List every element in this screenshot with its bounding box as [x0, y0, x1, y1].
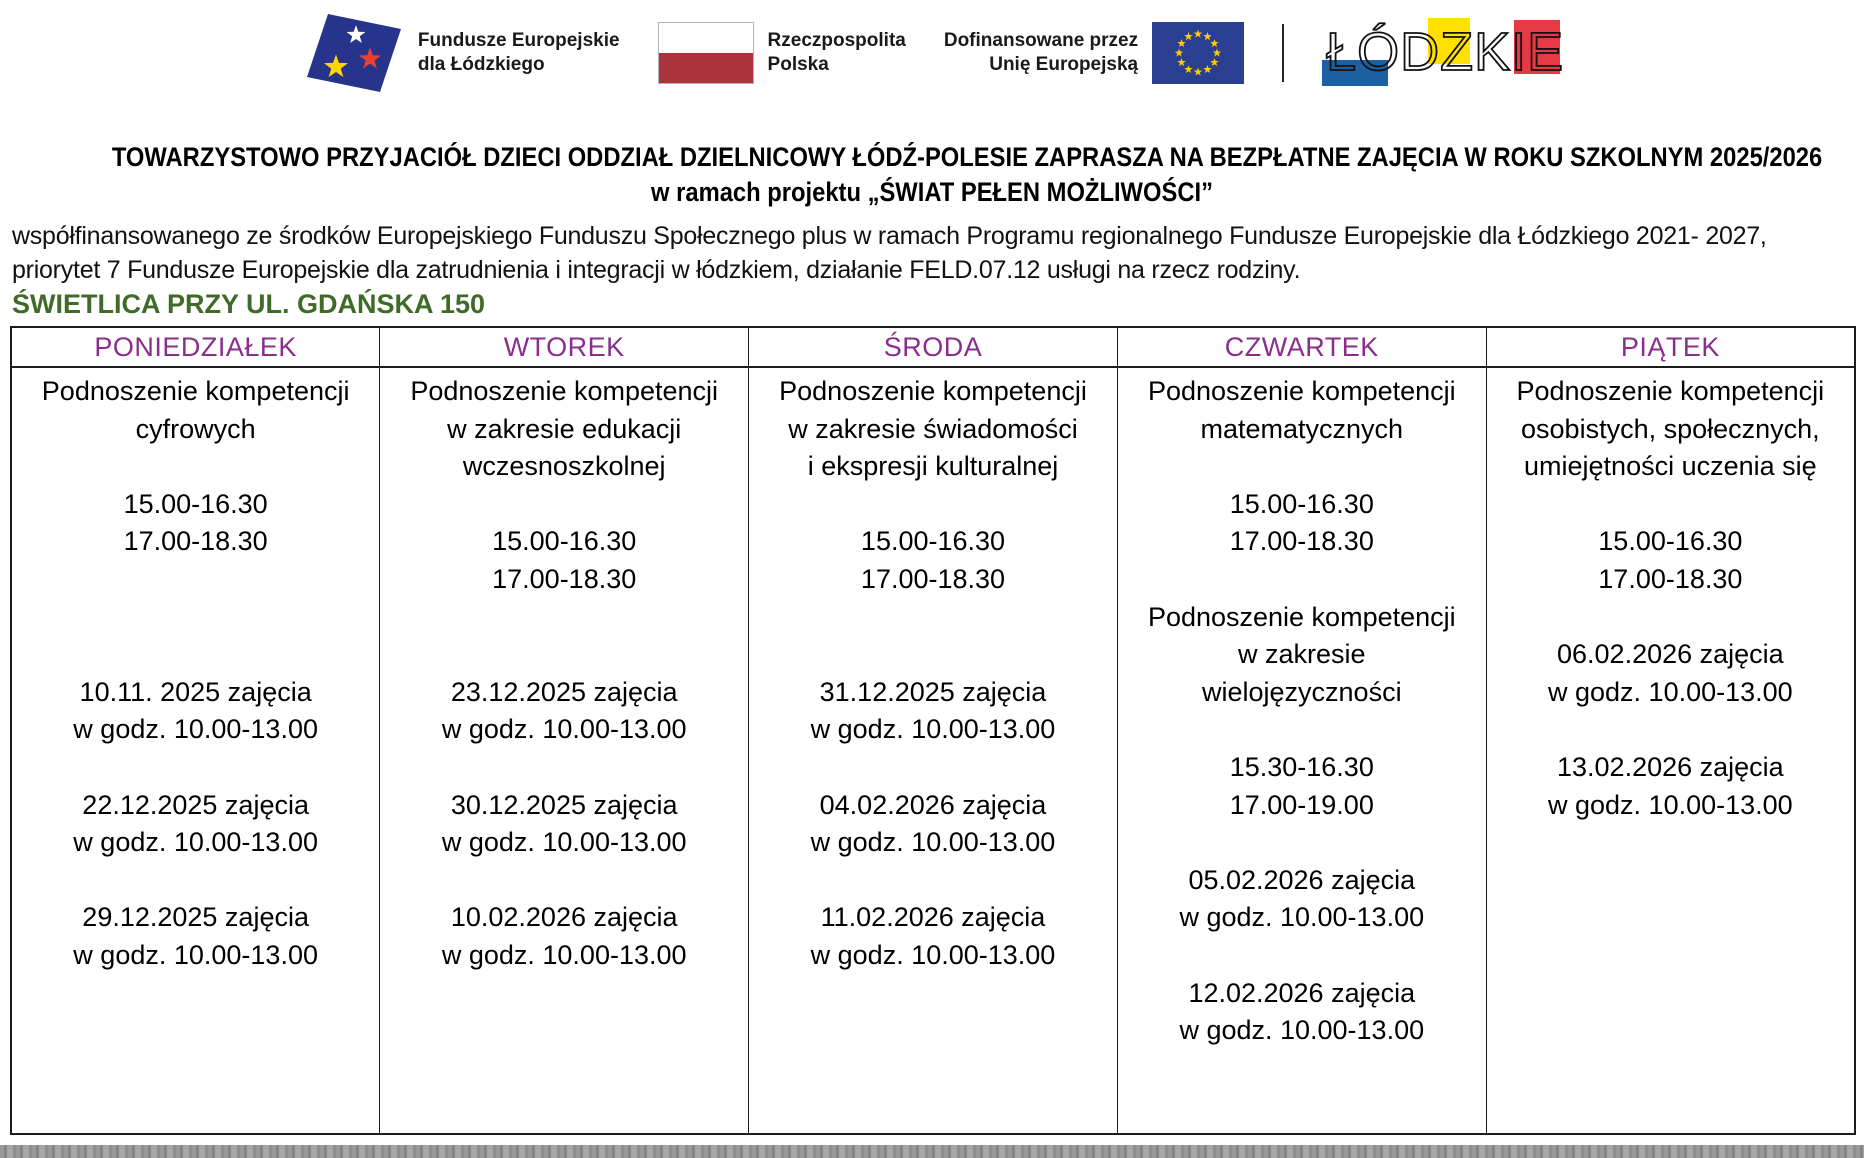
- logo-dofinansowane-ue: [944, 22, 1244, 84]
- schedule-line: [753, 599, 1113, 637]
- schedule-cell-tuesday: [380, 367, 749, 1134]
- lodzkie-wordmark: ŁÓDZKIE: [1326, 21, 1565, 82]
- schedule-line: w godz. 10.00-13.00: [73, 939, 318, 970]
- schedule-line: matematycznych: [1200, 413, 1404, 444]
- schedule-line: [753, 862, 1113, 900]
- day-header-friday: PIĄTEK: [1486, 327, 1855, 367]
- logo-pl-line2: Polska: [767, 54, 829, 75]
- schedule-line: 10.11. 2025 zajęcia: [79, 676, 312, 707]
- schedule-line: Podnoszenie kompetencji: [410, 376, 719, 406]
- logo-eu-line2: Unię Europejską: [989, 54, 1139, 75]
- schedule-line: 15.00-16.30: [123, 488, 268, 519]
- schedule-line: 23.12.2025 zajęcia: [450, 676, 678, 707]
- schedule-line: Podnoszenie kompetencji: [41, 376, 350, 406]
- poland-flag-icon: [658, 22, 754, 84]
- schedule-line: [16, 561, 375, 599]
- schedule-cell-monday: [11, 367, 380, 1134]
- logo-pl-line1: Rzeczpospolita: [767, 30, 906, 51]
- day-header-wednesday: ŚRODA: [749, 327, 1118, 367]
- schedule-line: Podnoszenie kompetencji: [1516, 376, 1825, 406]
- schedule-line: 17.00-19.00: [1229, 789, 1374, 820]
- schedule-line: [16, 636, 375, 674]
- schedule-line: cyfrowych: [135, 413, 256, 444]
- schedule-line: [16, 599, 375, 637]
- schedule-line: w zakresie: [1238, 639, 1366, 670]
- logo-rzeczpospolita-polska: [658, 22, 906, 84]
- schedule-line: w godz. 10.00-13.00: [73, 714, 318, 745]
- schedule-line: [1491, 711, 1850, 749]
- eu-funds-flag-icon: [304, 12, 404, 94]
- schedule-line: 06.02.2026 zajęcia: [1557, 639, 1784, 670]
- logo-fundusze-europejskie: [304, 12, 620, 94]
- logo-strip: [0, 8, 1864, 98]
- schedule-line: [1491, 599, 1850, 637]
- schedule-line: 17.00-18.30: [860, 563, 1006, 594]
- day-header-row: [11, 327, 1855, 367]
- schedule-line: [1122, 448, 1482, 486]
- schedule-line: [384, 486, 744, 524]
- funding-description: współfinansowanego ze środków Europejskiego Funduszu Społecznego plus w ramach Programu regionalnego Fundusze Europejskie dla Łódzkiego 2021- 2027, priorytet 7 Fundusze Europejskie dla zatrudnienia i integracji w łódzkiem, działanie FELD.07.12 usługi na rzecz rodziny.: [12, 222, 1767, 284]
- schedule-line: 17.00-18.30: [1598, 563, 1743, 594]
- schedule-line: 15.00-16.30: [1598, 526, 1743, 557]
- schedule-line: 11.02.2026 zajęcia: [820, 902, 1046, 933]
- schedule-table: [10, 326, 1856, 1135]
- schedule-line: 22.12.2025 zajęcia: [82, 789, 309, 820]
- title-block: [0, 140, 1864, 210]
- schedule-line: 15.00-16.30: [492, 526, 637, 557]
- schedule-line: [16, 448, 375, 486]
- schedule-line: [753, 636, 1113, 674]
- schedule-line: w godz. 10.00-13.00: [810, 939, 1056, 970]
- schedule-line: Podnoszenie kompetencji: [1147, 601, 1456, 632]
- location-heading: ŚWIETLICA PRZY UL. GDAŃSKA 150: [12, 289, 486, 319]
- logo-divider: [1282, 24, 1284, 82]
- schedule-line: [384, 599, 744, 637]
- schedule-line: w godz. 10.00-13.00: [1548, 789, 1793, 820]
- schedule-line: 15.30-16.30: [1229, 751, 1374, 782]
- schedule-line: 31.12.2025 zajęcia: [819, 676, 1047, 707]
- schedule-line: w godz. 10.00-13.00: [810, 827, 1056, 858]
- schedule-line: w godz. 10.00-13.00: [441, 714, 687, 745]
- day-header-tuesday: WTOREK: [380, 327, 749, 367]
- logo-pl-label: [768, 29, 906, 77]
- schedule-line: Podnoszenie kompetencji: [1147, 376, 1456, 406]
- page-title-line2: w ramach projektu „ŚWIAT PEŁEN MOŻLIWOŚCI”: [651, 177, 1213, 207]
- logo-fe-line1: Fundusze Europejskie: [417, 30, 620, 51]
- schedule-line: [753, 486, 1113, 524]
- schedule-line: [16, 749, 375, 787]
- schedule-row: [11, 367, 1855, 1134]
- schedule-line: 17.00-18.30: [492, 563, 637, 594]
- schedule-line: w godz. 10.00-13.00: [1548, 676, 1793, 707]
- schedule-line: i ekspresji kulturalnej: [807, 451, 1059, 482]
- logo-lodzkie: [1322, 16, 1565, 90]
- schedule-line: [384, 749, 744, 787]
- schedule-line: wielojęzyczności: [1202, 676, 1402, 707]
- schedule-line: 17.00-18.30: [1229, 526, 1374, 557]
- scan-artifact-strip: [0, 1145, 1864, 1158]
- day-header-thursday: CZWARTEK: [1117, 327, 1486, 367]
- day-header-monday: PONIEDZIAŁEK: [11, 327, 380, 367]
- logo-eu-label: [944, 29, 1138, 77]
- schedule-line: osobistych, społecznych,: [1521, 413, 1820, 444]
- schedule-line: [1122, 824, 1482, 862]
- schedule-line: [753, 749, 1113, 787]
- schedule-line: 05.02.2026 zajęcia: [1188, 864, 1416, 895]
- schedule-line: w godz. 10.00-13.00: [73, 827, 318, 858]
- schedule-line: w godz. 10.00-13.00: [1179, 902, 1425, 933]
- schedule-line: [16, 862, 375, 900]
- schedule-line: 12.02.2026 zajęcia: [1188, 977, 1416, 1008]
- schedule-line: 29.12.2025 zajęcia: [82, 902, 309, 933]
- logo-fe-line2: dla Łódzkiego: [417, 54, 545, 75]
- schedule-cell-thursday: [1117, 367, 1486, 1134]
- schedule-line: 15.00-16.30: [1229, 488, 1374, 519]
- schedule-line: [1122, 711, 1482, 749]
- schedule-line: w zakresie edukacji: [447, 413, 682, 444]
- schedule-line: w godz. 10.00-13.00: [441, 939, 687, 970]
- schedule-line: 15.00-16.30: [860, 526, 1006, 557]
- logo-fe-label: [418, 29, 620, 77]
- page-title-line1: TOWARZYSTOWO PRZYJACIÓŁ DZIECI ODDZIAŁ DZIELNICOWY ŁÓDŹ-POLESIE ZAPRASZA NA BEZPŁATNE ZAJĘCIA W ROKU SZKOLNYM 2025/2026: [111, 142, 1823, 172]
- schedule-line: w godz. 10.00-13.00: [1179, 1015, 1425, 1046]
- schedule-line: [384, 862, 744, 900]
- schedule-line: [384, 636, 744, 674]
- schedule-line: [1491, 486, 1850, 524]
- schedule-cell-friday: [1486, 367, 1855, 1134]
- schedule-line: 17.00-18.30: [123, 526, 268, 557]
- schedule-line: Podnoszenie kompetencji: [779, 376, 1087, 406]
- schedule-line: [1122, 561, 1482, 599]
- schedule-line: w godz. 10.00-13.00: [441, 827, 687, 858]
- schedule-line: [1122, 937, 1482, 975]
- eu-flag-icon: [1152, 22, 1244, 84]
- schedule-line: umiejętności uczenia się: [1524, 451, 1817, 482]
- schedule-line: 10.02.2026 zajęcia: [450, 902, 678, 933]
- logo-eu-line1: Dofinansowane przez: [943, 30, 1139, 51]
- schedule-line: w godz. 10.00-13.00: [810, 714, 1056, 745]
- schedule-line: wczesnoszkolnej: [462, 451, 666, 482]
- schedule-line: 04.02.2026 zajęcia: [819, 789, 1047, 820]
- schedule-line: w zakresie świadomości: [788, 413, 1078, 444]
- schedule-line: 13.02.2026 zajęcia: [1557, 751, 1784, 782]
- schedule-cell-wednesday: [749, 367, 1118, 1134]
- schedule-line: 30.12.2025 zajęcia: [450, 789, 678, 820]
